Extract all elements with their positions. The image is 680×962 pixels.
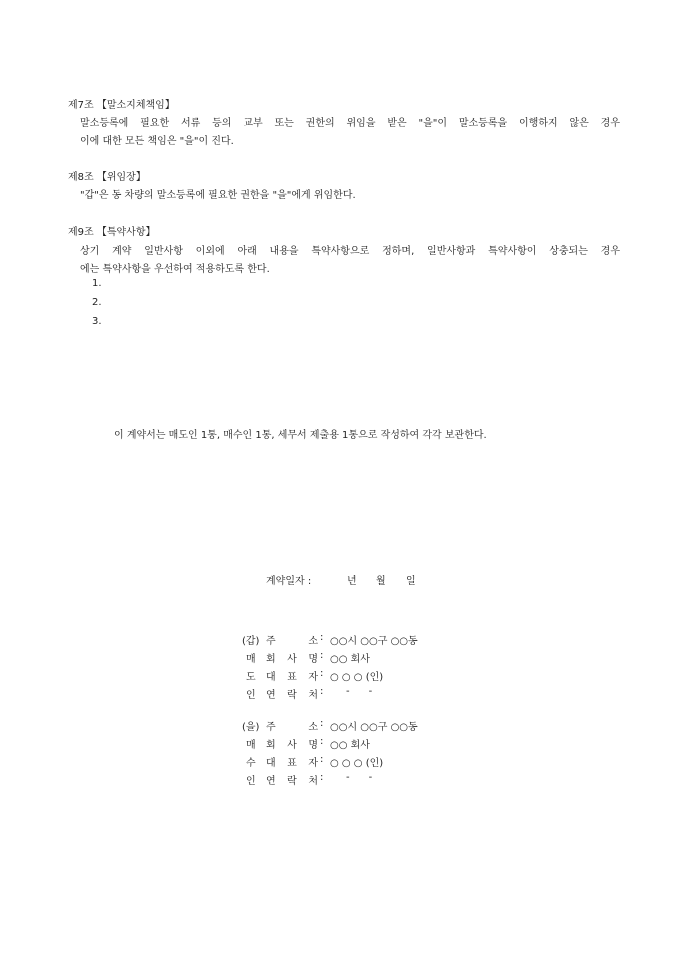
seller-address-label-char-2: 소 [308,636,318,647]
seller-contact-label-char-2: 락 [287,690,297,701]
buyer-company-value: ○○ 회사 [330,740,370,751]
buyer-representative-label-char-1: 대 [266,758,276,769]
seller-side-char-3: 인 [246,690,256,701]
buyer-contact-label-char-1: 연 [266,776,276,787]
buyer-contact-label-char-2: 락 [287,776,297,787]
buyer-company-label-char-3: 명 [308,740,318,751]
seller-company-label [266,650,318,665]
seller-address-value: ○○시 ○○구 ○○동 [330,636,418,647]
seller-side-char-2: 도 [246,672,256,683]
buyer-representative-value: ○ ○ ○ (인) [330,758,384,769]
buyer-company-label-char-2: 사 [287,740,297,751]
seller-representative-label-char-3: 자 [308,672,318,683]
contract-date-label: 계약일자 : [266,576,312,587]
seller-company-label-char-1: 회 [266,654,276,665]
seller-contact-label-char-3: 처 [308,690,318,701]
seller-representative-value: ○ ○ ○ (인) [330,672,384,683]
buyer-contact-value: - - [346,772,373,783]
buyer-side-char-2: 수 [246,758,256,769]
seller-representative-label-char-1: 대 [266,672,276,683]
seller-company-value: ○○ 회사 [330,654,370,665]
buyer-representative-label [266,754,318,769]
buyer-company-label-char-1: 회 [266,740,276,751]
buyer-contact-label [266,772,318,787]
article-7-line-1: 말소등록에 필요한 서류 등의 교부 또는 권한의 위임을 받은 "을"이 말소등록을 이행하지 않은 경우 [80,118,620,129]
seller-company-label-char-3: 명 [308,654,318,665]
special-item-1: 1. [92,278,102,289]
seller-contact-label-char-1: 연 [266,690,276,701]
seller-contact-value: - - [346,686,373,697]
seller-address-colon: : [320,632,324,643]
seller-representative-label [266,668,318,683]
buyer-address-colon: : [320,718,324,729]
article-8-heading: 제8조 【위임장】 [68,172,146,183]
buyer-company-label [266,736,318,751]
buyer-address-label-char-1: 주 [266,722,276,733]
seller-side-char-1: 매 [246,654,256,665]
contract-date-month: 월 [376,576,386,587]
article-7-heading: 제7조 【말소지체책임】 [68,100,175,111]
buyer-contact-colon: : [320,772,324,783]
article-9-line-1: 상기 계약 일반사항 이외에 아래 내용을 특약사항으로 정하며, 일반사항과 특약사항이 상충되는 경우 [80,246,620,257]
seller-representative-colon: : [320,668,324,679]
contract-date-day: 일 [406,576,416,587]
article-9-line-2: 에는 특약사항을 우선하여 적용하도록 한다. [80,264,270,275]
closing-statement: 이 계약서는 매도인 1통, 매수인 1통, 세무서 제출용 1통으로 작성하여 각각 보관한다. [114,430,487,441]
article-8-line-1: "갑"은 동 차량의 말소등록에 필요한 권한을 "을"에게 위임한다. [80,190,356,201]
contract-date-year: 년 [347,576,357,587]
buyer-company-colon: : [320,736,324,747]
buyer-address-value: ○○시 ○○구 ○○동 [330,722,418,733]
buyer-representative-label-char-2: 표 [287,758,297,769]
buyer-marker: (을) [242,722,260,733]
seller-marker: (갑) [242,636,260,647]
seller-representative-label-char-2: 표 [287,672,297,683]
buyer-representative-colon: : [320,754,324,765]
seller-company-colon: : [320,650,324,661]
buyer-side-char-1: 매 [246,740,256,751]
buyer-address-label [266,718,318,733]
seller-contact-label [266,686,318,701]
buyer-side-char-3: 인 [246,776,256,787]
seller-address-label-char-1: 주 [266,636,276,647]
buyer-address-label-char-2: 소 [308,722,318,733]
buyer-representative-label-char-3: 자 [308,758,318,769]
special-item-3: 3. [92,316,102,327]
article-7-line-2: 이에 대한 모든 책임은 "을"이 진다. [80,136,234,147]
buyer-contact-label-char-3: 처 [308,776,318,787]
seller-address-label [266,632,318,647]
article-9-heading: 제9조 【특약사항】 [68,227,156,238]
seller-company-label-char-2: 사 [287,654,297,665]
seller-contact-colon: : [320,686,324,697]
special-item-2: 2. [92,297,102,308]
